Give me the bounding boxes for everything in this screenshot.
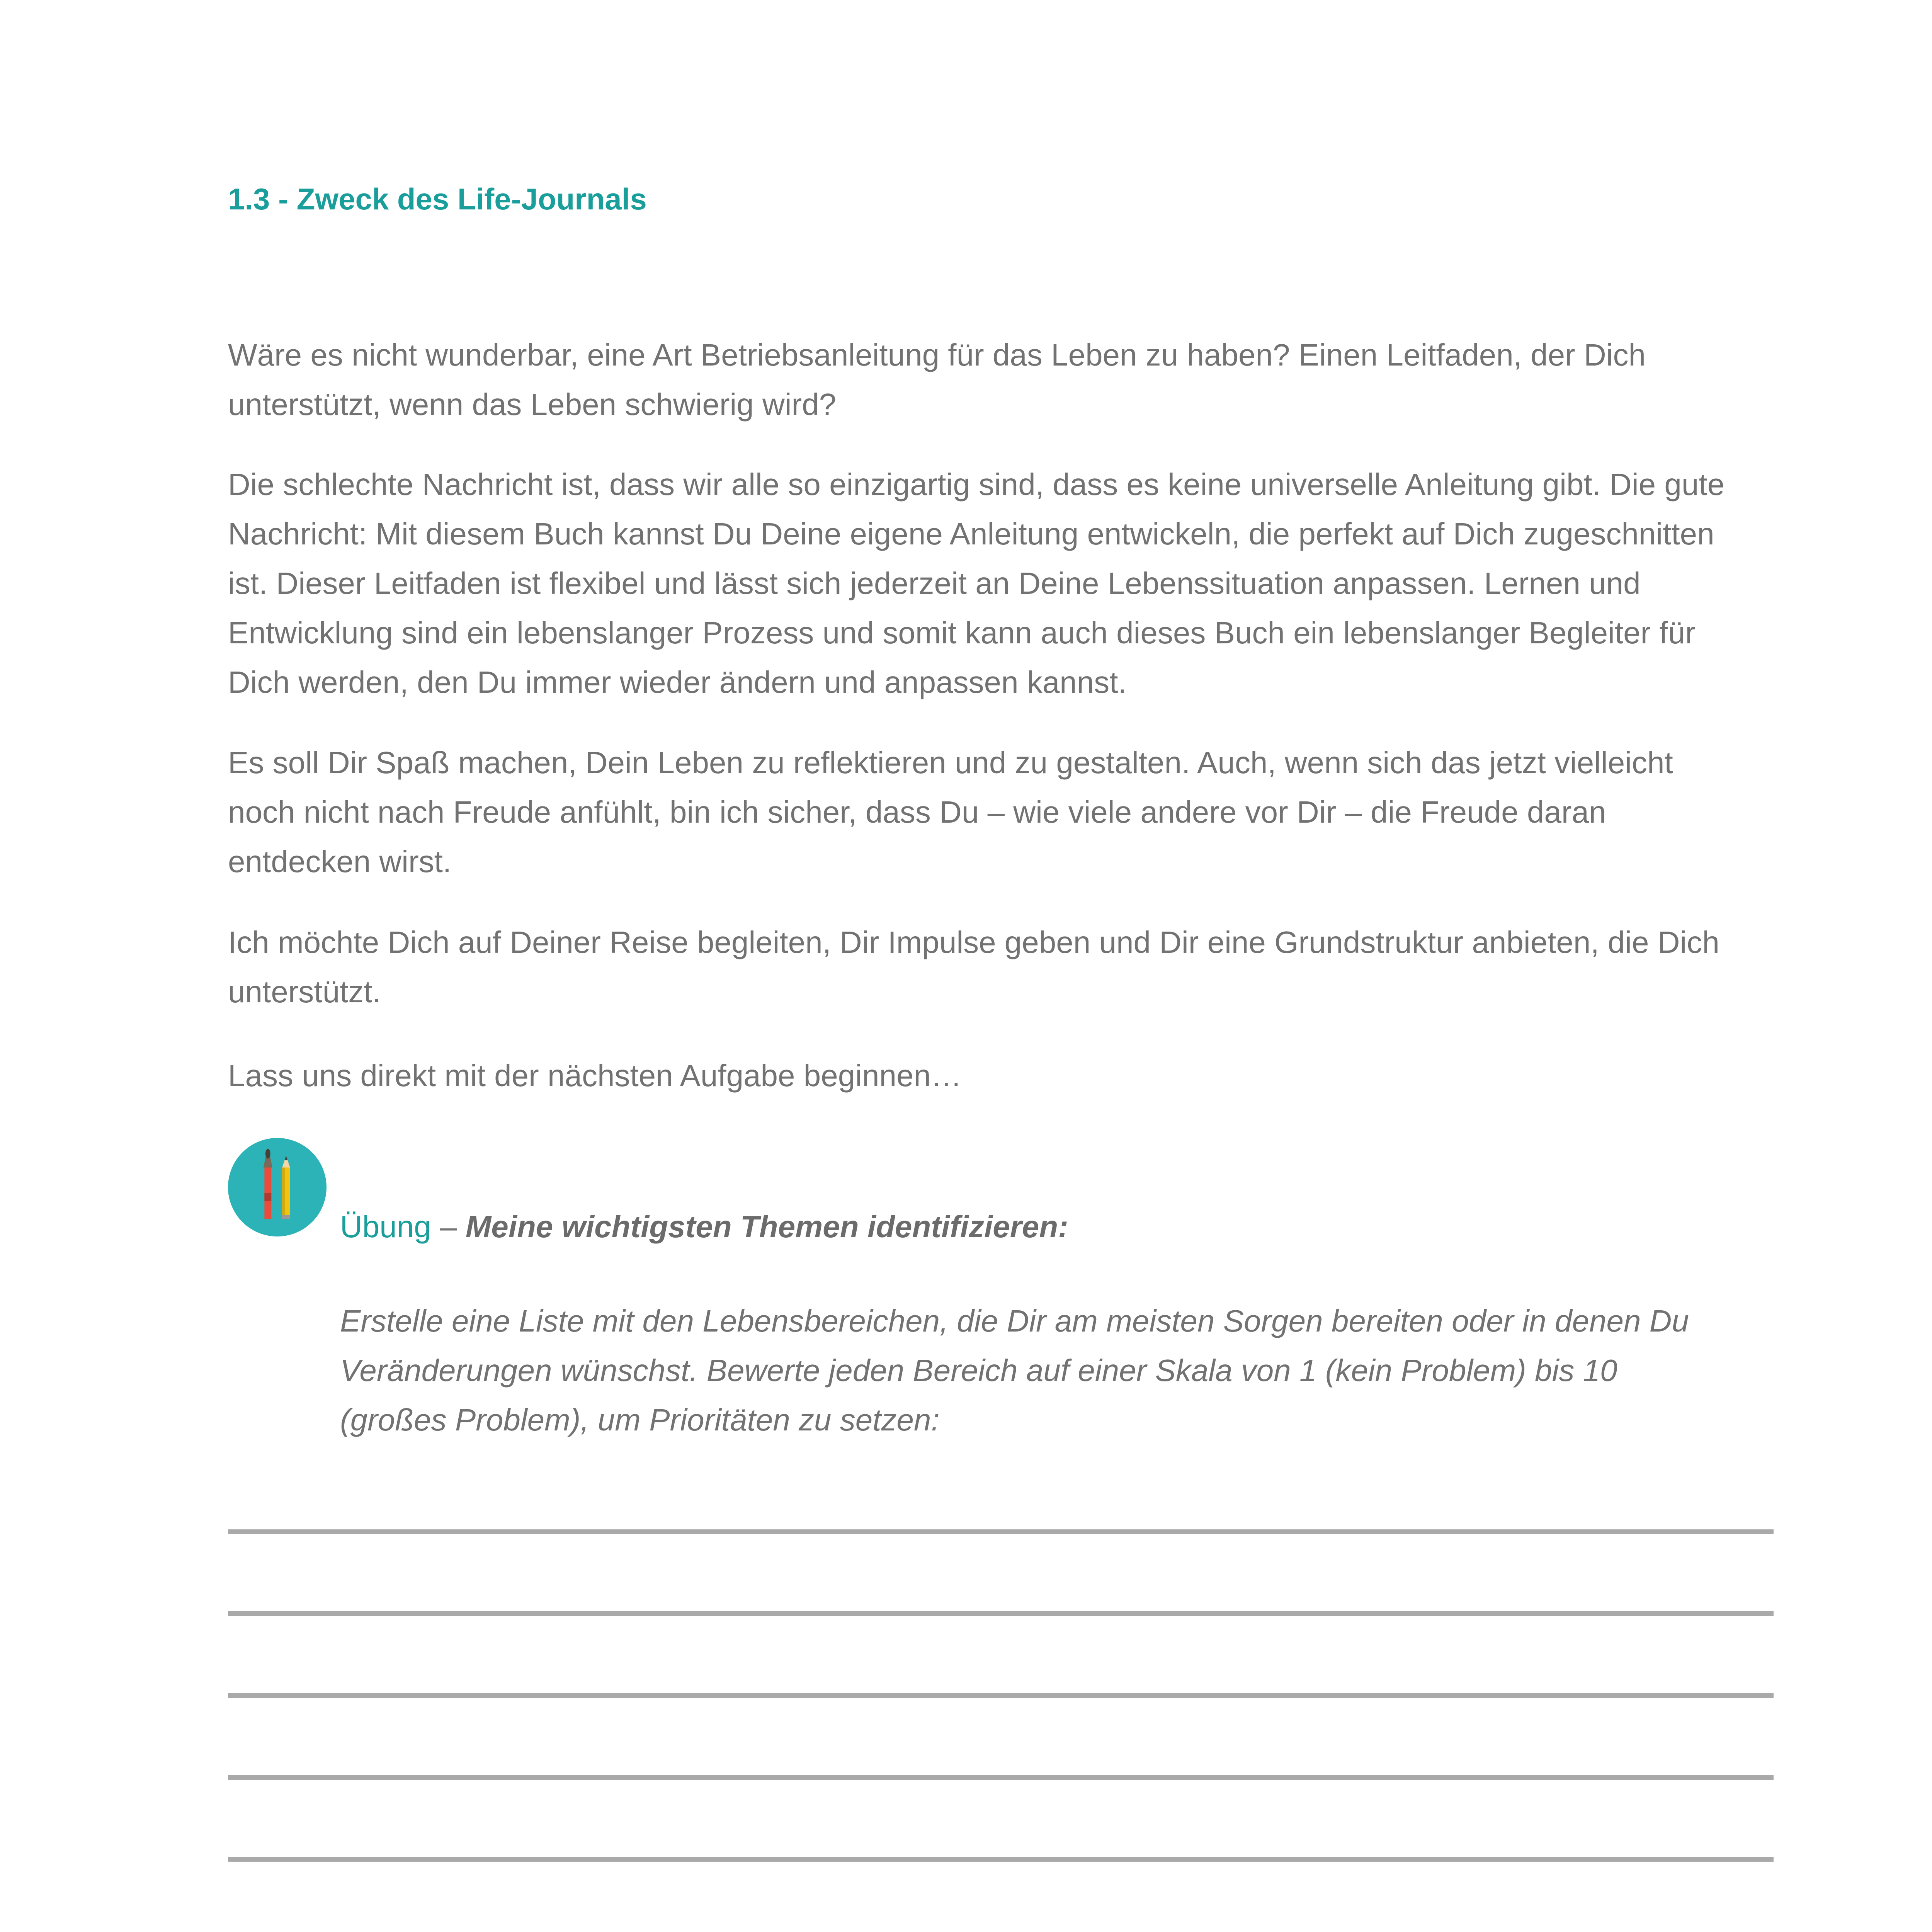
paragraph-intro: Wäre es nicht wunderbar, eine Art Betriebsanleitung für das Leben zu haben? Einen Leitfaden, der Dich unterstützt, wenn das Leben schwierig wird? xyxy=(228,338,1646,422)
exercise-instruction: Erstelle eine Liste mit den Lebensbereichen, die Dir am meisten Sorgen bereiten oder in denen Du Veränderungen wünschst. Bewerte jeden Bereich auf einer Skala von 1 (kein Problem) bis 10 (großes Problem), um Prioritäten zu setzen: xyxy=(340,1304,1689,1437)
writing-line[interactable] xyxy=(228,1857,1774,1862)
exercise-dash: – xyxy=(431,1209,466,1244)
paragraph-journey: Ich möchte Dich auf Deiner Reise begleiten, Dir Impulse geben und Dir eine Grundstruktur anbieten, die Dich unterstützt. xyxy=(228,925,1719,1009)
writing-line[interactable] xyxy=(228,1775,1774,1780)
exercise-label: Übung xyxy=(340,1209,431,1244)
writing-line[interactable] xyxy=(228,1529,1774,1534)
pencil-brush-icon xyxy=(228,1138,327,1236)
paragraph-news: Die schlechte Nachricht ist, dass wir alle so einzigartig sind, dass es keine universelle Anleitung gibt. Die gute Nachricht: Mit diesem Buch kannst Du Deine eigene Anleitung entwickeln, die perfekt auf Dich zugeschnitten ist. Dieser Leitfaden ist flexibel und lässt sich jederzeit an Deine Lebenssituation anpassen. Lernen und Entwicklung sind ein lebenslanger Prozess und somit kann auch dieses Buch ein lebenslanger Begleiter für Dich werden, den Du immer wieder ändern und anpassen kannst. xyxy=(228,467,1725,699)
paragraph-start: Lass uns direkt mit der nächsten Aufgabe beginnen… xyxy=(228,1058,962,1093)
section-heading: 1.3 - Zweck des Life-Journals xyxy=(228,182,647,216)
writing-lines[interactable] xyxy=(228,1529,1774,1932)
paragraph-fun: Es soll Dir Spaß machen, Dein Leben zu reflektieren und zu gestalten. Auch, wenn sich das jetzt vielleicht noch nicht nach Freude anfühlt, bin ich sicher, dass Du – wie viele andere vor Dir – die Freude daran entdecken wirst. xyxy=(228,745,1673,879)
exercise-topic: Meine wichtigsten Themen identifizieren: xyxy=(465,1209,1068,1244)
exercise-title xyxy=(340,1206,1068,1248)
writing-line[interactable] xyxy=(228,1693,1774,1698)
writing-line[interactable] xyxy=(228,1611,1774,1616)
